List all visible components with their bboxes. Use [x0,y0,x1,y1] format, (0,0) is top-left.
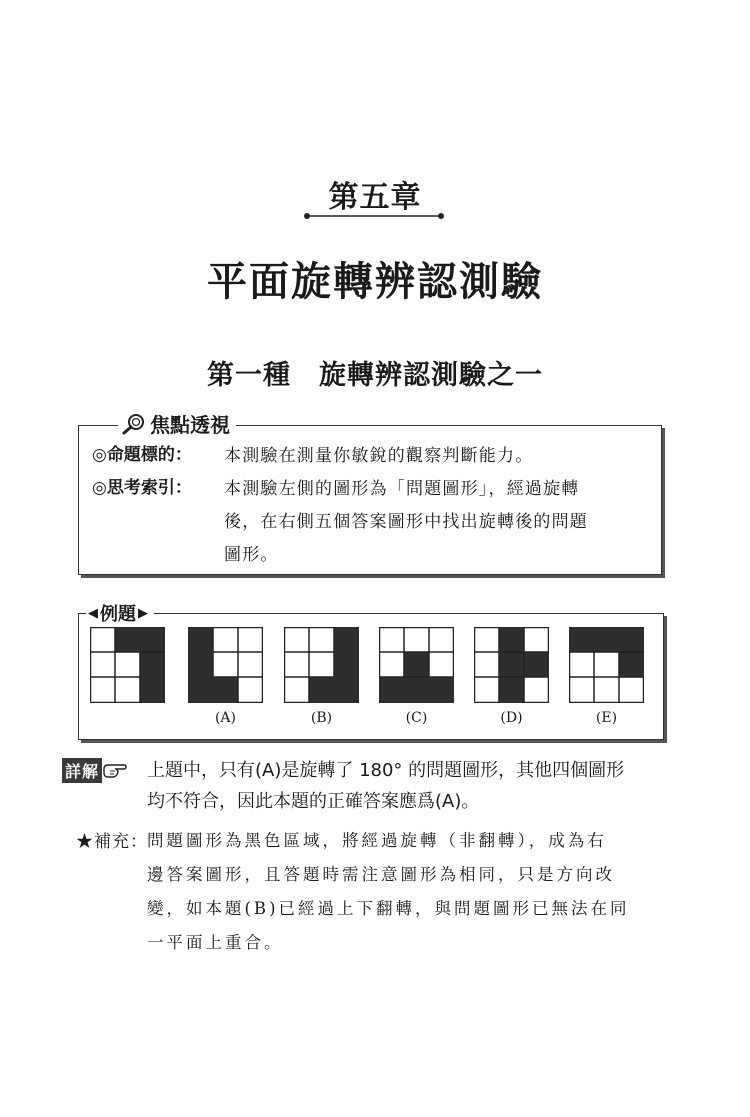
option-b-figure [284,627,359,703]
detail-line-2: 均不符合，因此本題的正確答案應爲(A)。 [147,791,480,812]
focus-text: 本測驗在測量你敏銳的觀察判斷能力。 [224,446,534,466]
focus-text-line: 本測驗左側的圖形為「問題圖形」，經過旋轉 [224,479,580,499]
detail-badge [62,758,128,783]
option-e-label: (E) [595,710,618,726]
supplement-line: 一平面上重合。 [147,933,284,952]
focus-label: ◎思考索引： [92,478,192,498]
option-c-label: (C) [405,710,428,726]
detail-badge-text: 詳解 [62,758,102,783]
focus-text-line: 圖形。 [224,545,279,565]
triangle-left-icon: ◀ [88,605,98,621]
section-title: 第一種 旋轉辨認測驗之一 [207,360,543,391]
supplement-line: 變，如本題(B)已經過上下翻轉，與問題圖形已無法在同 [147,899,630,918]
supplement-label: ★補充： [76,832,148,852]
detail-line-1: 上題中，只有(A)是旋轉了 180° 的問題圖形，其他四個圖形 [147,760,625,781]
supplement-line: 邊答案圖形，且答題時需注意圖形為相同，只是方向改 [147,865,615,884]
question-figure [90,627,165,703]
chapter-title: 平面旋轉辨認測驗 [207,259,543,305]
focus-text-line: 後，在右側五個答案圖形中找出旋轉後的問題 [224,512,588,532]
example-heading [86,600,154,626]
option-e-figure [569,627,644,703]
option-a-figure [188,627,263,703]
focus-heading [118,409,236,438]
focus-row-guide [92,473,664,572]
chapter-underline [303,212,445,220]
focus-heading-text: 焦點透視 [150,413,230,437]
option-a-label: (A) [214,710,237,726]
option-d-figure [474,627,549,703]
pointing-hand-icon [102,761,128,781]
option-d-label: (D) [500,710,523,726]
option-c-figure [379,627,454,703]
example-heading-text: 例題 [100,604,136,625]
focus-row-objective [92,440,664,473]
option-b-label: (B) [310,710,333,726]
magnifier-icon [122,413,146,435]
chapter-label: 第五章 [328,180,422,215]
triangle-right-icon: ▶ [138,605,148,621]
supplement-line: 問題圖形為黑色區域，將經過旋轉（非翻轉），成為右 [147,831,607,850]
focus-label: ◎命題標的： [92,445,192,465]
